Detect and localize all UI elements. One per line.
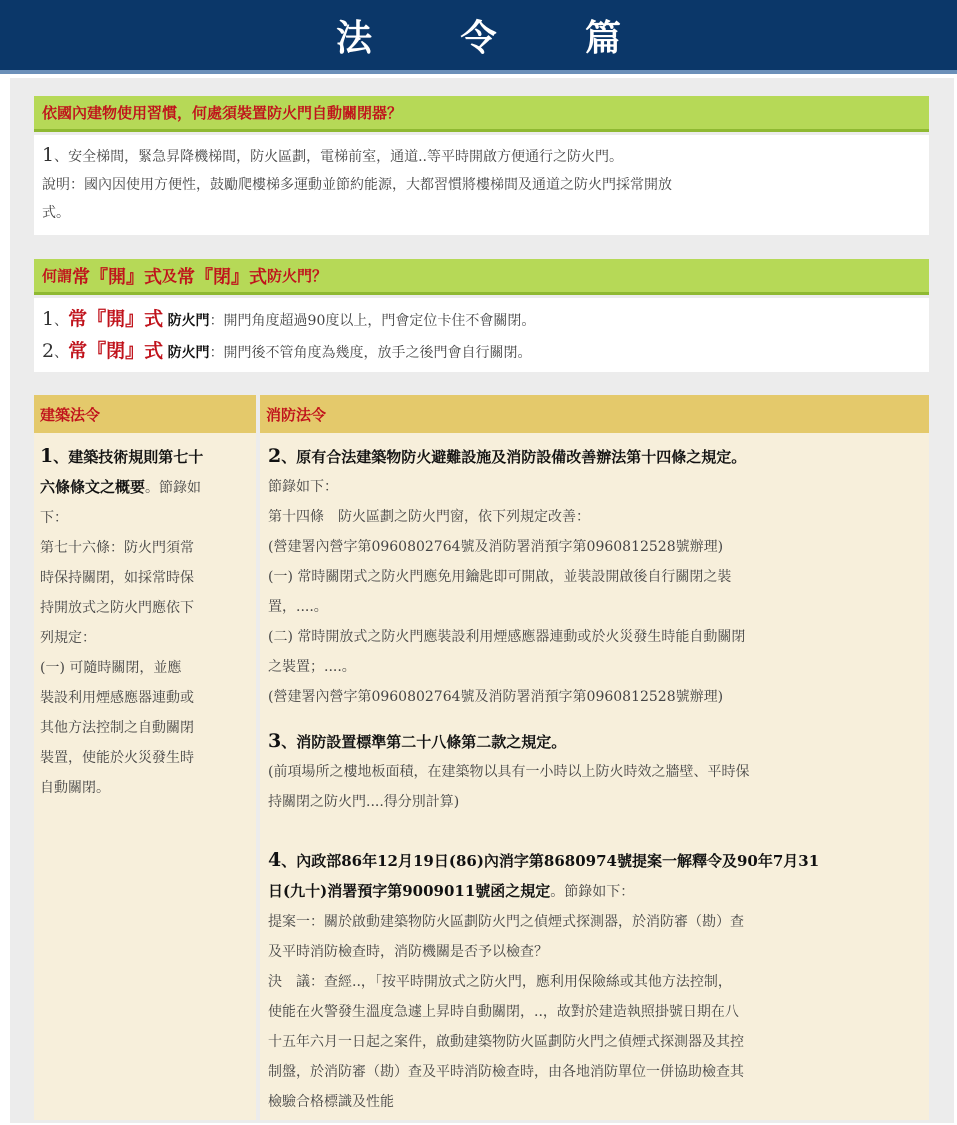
building-law-header-text: 建築法令 [40, 405, 101, 424]
item-label: 防火門 [167, 345, 210, 361]
item-sep: 、 [54, 313, 69, 329]
fire-law-item-2-title [268, 441, 921, 472]
fire-law-item-3-title-text: 、消防設置標準第二十八條第二款之規定。 [281, 733, 567, 751]
building-law-line: 自動關閉。 [40, 780, 110, 796]
section-1-heading-text: 依國內建物使用習慣，何處須裝置防火門自動關閉器？ [42, 104, 403, 122]
section-1-heading [34, 96, 929, 132]
fire-law-line: 決 議：查經..，「按平時開放式之防火門，應利用保險絲或其他方法控制， [268, 974, 732, 990]
item-text: ：開門後不管角度為幾度，放手之後門會自行關閉。 [209, 345, 532, 361]
building-law-line: 時保持關閉，如採常時保 [40, 570, 194, 586]
fire-law-line: 節錄如下： [268, 479, 338, 495]
building-law-title-tail: 。節錄如 [145, 480, 202, 496]
building-law-number: 1 [40, 445, 54, 467]
page-banner [0, 0, 957, 74]
fire-law-line: (一) 常時關閉式之防火門應免用鑰匙即可開啟，並裝設開啟後自行關閉之裝 [268, 569, 732, 585]
fire-law-line: 檢驗合格標識及性能 [268, 1094, 394, 1110]
section-2-heading-prefix: 何謂 [42, 267, 73, 285]
fire-law-item-2-title-text: 、原有合法建築物防火避難設施及消防設備改善辦法第十四條之規定。 [281, 448, 747, 466]
building-law-line: 第七十六條：防火門須常 [40, 540, 194, 556]
fire-law-item-4-title-line-2-row [268, 876, 921, 907]
fire-law-item-4-title-tail: 。節錄如下： [550, 884, 635, 900]
building-law-line: 裝設利用煙感應器連動或 [40, 690, 194, 706]
section-1-body [34, 135, 929, 235]
fire-law-line: 之裝置；....。 [268, 659, 356, 675]
fire-law-line: 提案一：關於啟動建築物防火區劃防火門之偵煙式探測器，於消防審（勘）查 [268, 914, 744, 930]
page-title: 法 令 篇 [335, 17, 660, 59]
building-law-line: 列規定： [40, 630, 96, 646]
section-2-body [34, 298, 929, 372]
building-law-column [34, 433, 256, 1120]
item-type: 常『開』式 [68, 308, 164, 330]
fire-law-line: (營建署內營字第0960802764號及消防署消預字第0960812528號辦理) [268, 689, 724, 705]
section-2-item [42, 304, 921, 336]
item-text: ：開門角度超過90度以上，門會定位卡住不會關閉。 [209, 313, 536, 329]
fire-law-line: (前項場所之樓地板面積，在建築物以具有一小時以上防火時效之牆壁、平時保 [268, 764, 750, 780]
item-number: 1 [42, 144, 55, 166]
building-law-title-line-2-row [40, 472, 250, 503]
item-number: 1 [42, 308, 55, 330]
fire-law-item-2-number: 2 [268, 445, 282, 467]
item-sep: 、 [54, 345, 69, 361]
fire-law-line: 制盤，於消防審（勘）查及平時消防檢查時，由各地消防單位一併協助檢查其 [268, 1064, 744, 1080]
fire-law-line: (二) 常時開放式之防火門應裝設利用煙感應器連動或於火災發生時能自動關閉 [268, 629, 746, 645]
section-2-heading-suffix: 防火門？ [267, 267, 328, 285]
building-law-line: (一) 可隨時關閉，並應 [40, 660, 182, 676]
section-2-item [42, 336, 921, 368]
section-1-item [42, 141, 921, 171]
building-law-header [34, 395, 256, 433]
section-1-note-line-2: 式。 [42, 205, 70, 221]
fire-law-item-4-title [268, 845, 921, 876]
fire-law-column [260, 433, 929, 1120]
building-law-title [40, 441, 250, 472]
building-law-line: 其他方法控制之自動關閉 [40, 720, 194, 736]
item-text: 、安全梯間，緊急昇降機梯間，防火區劃，電梯前室，通道..等平時開啟方便通行之防火門。 [54, 149, 623, 165]
fire-law-line: 持關閉之防火門....得分別計算) [268, 794, 460, 810]
item-label: 防火門 [167, 313, 210, 329]
fire-law-header-text: 消防法令 [266, 405, 327, 424]
building-law-line: 持開放式之防火門應依下 [40, 600, 194, 616]
building-law-line: 裝置，使能於火災發生時 [40, 750, 194, 766]
fire-law-line: 使能在火警發生溫度急遽上昇時自動關閉，..，故對於建造執照掛號日期在八 [268, 1004, 739, 1020]
building-law-line: 下： [40, 510, 68, 526]
section-2-heading-close: 常『閉』式 [177, 266, 268, 288]
fire-law-item-4-title-line-2: 日(九十)消署預字第9009011號函之規定 [268, 882, 551, 900]
fire-law-line: 第十四條 防火區劃之防火門窗，依下列規定改善： [268, 509, 590, 525]
fire-law-line: 十五年六月一日起之案件，啟動建築物防火區劃防火門之偵煙式探測器及其控 [268, 1034, 744, 1050]
fire-law-header [260, 395, 929, 433]
fire-law-item-3-number: 3 [268, 730, 282, 752]
fire-law-line: 及平時消防檢查時，消防機關是否予以檢查？ [268, 944, 548, 960]
item-type: 常『閉』式 [68, 340, 164, 362]
fire-law-item-4-number: 4 [268, 849, 282, 871]
fire-law-item-4-title-line-1: 、內政部86年12月19日(86)內消字第8680974號提案一解釋令及90年7月31 [281, 852, 820, 870]
section-2-heading-open: 常『開』式 [72, 266, 163, 288]
fire-law-line: 置，....。 [268, 599, 328, 615]
building-law-title-line-1: 、建築技術規則第七十 [53, 448, 204, 466]
section-1-note-line-1: 說明：國內因使用方便性，鼓勵爬樓梯多運動並節約能源，大都習慣將樓梯間及通道之防火門採常開放 [42, 177, 672, 193]
fire-law-line: (營建署內營字第0960802764號及消防署消預字第0960812528號辦理) [268, 539, 724, 555]
item-number: 2 [42, 340, 55, 362]
building-law-title-line-2: 六條條文之概要 [40, 478, 146, 496]
fire-law-item-3-title [268, 726, 921, 757]
section-2-heading [34, 259, 929, 295]
section-2-heading-and: 及 [162, 267, 178, 285]
